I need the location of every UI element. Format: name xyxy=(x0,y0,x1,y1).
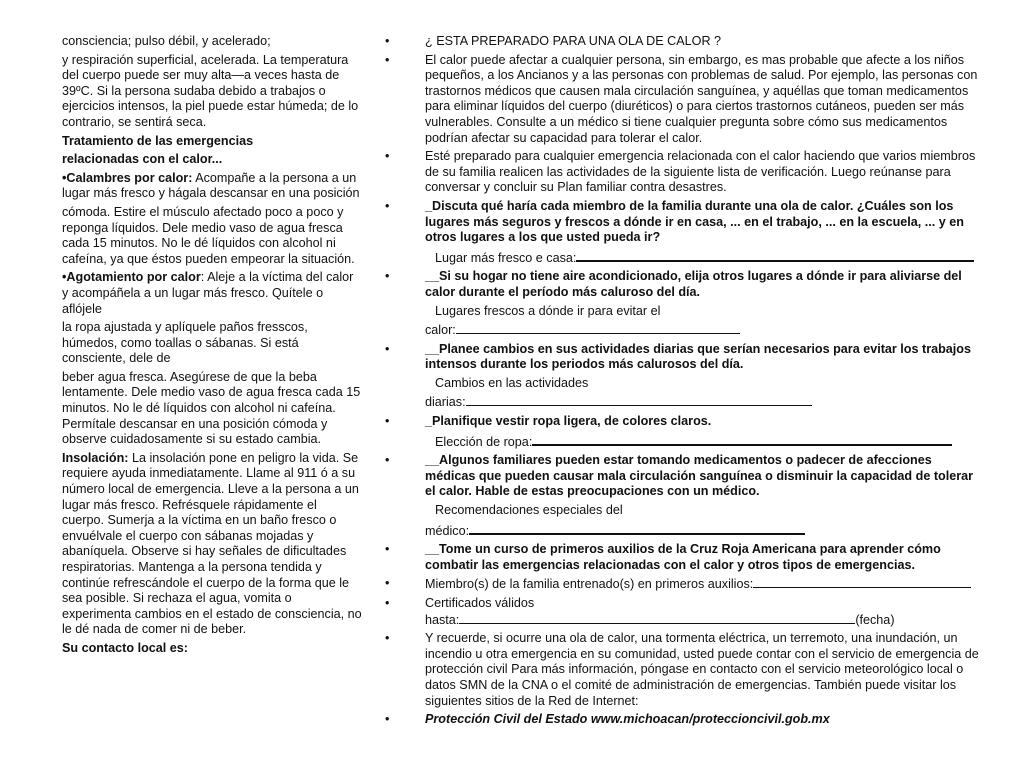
bullet: • xyxy=(385,52,390,67)
bullet: • xyxy=(385,576,390,591)
blank-line[interactable] xyxy=(469,522,805,535)
field-doctor-recommendations-line xyxy=(385,522,985,540)
list-item xyxy=(385,149,985,196)
paragraph-symptoms-start: consciencia; pulso débil, y acelerado; xyxy=(62,34,271,48)
item-light-clothing: _Planifique vestir ropa ligera, de colores claros. xyxy=(425,414,712,429)
field-label: Recomendaciones especiales del xyxy=(435,503,623,518)
blank-line[interactable] xyxy=(576,249,974,262)
field-cool-places xyxy=(385,304,985,320)
cramps-label: •Calambres por calor: xyxy=(62,170,193,185)
paragraph-exhaustion-cont: la ropa ajustada y aplíquele paños fresscos, húmedos, como toallas o sábanas. Si está consciente, dele de xyxy=(62,320,308,366)
list-item xyxy=(385,414,985,430)
field-label: Cambios en las actividades xyxy=(435,375,589,390)
list-item xyxy=(385,34,985,50)
field-label: Lugar más fresco e casa: xyxy=(435,250,577,265)
bullet: • xyxy=(385,341,390,356)
bullet: • xyxy=(385,712,390,727)
item-civil-protection-link[interactable]: Protección Civil del Estado www.michoacan/proteccioncivil.gob.mx xyxy=(425,712,830,727)
item-no-ac: __Si su hogar no tiene aire acondicionado, elija otros lugares a dónde ir para aliviarse del calor durante el período más caluroso del día. xyxy=(425,269,962,299)
item-trained-members: Miembro(s) de la familia entrenado(s) en primeros auxilios: xyxy=(425,577,754,592)
item-plan-changes: __Planee cambios en sus actividades diarias que serían necesarios para evitar los trabajos intensos durante los periodos más calurosos del día. xyxy=(425,341,971,372)
bullet: • xyxy=(385,269,390,284)
bullet: • xyxy=(385,453,390,468)
bullet: • xyxy=(385,596,390,610)
cramps-text: Acompañe a la persona a un lugar más fresco y hágala descansar en una posición xyxy=(62,170,360,201)
list-item xyxy=(385,453,985,500)
list-item xyxy=(385,53,985,147)
field-label: calor: xyxy=(425,323,456,338)
exhaustion-label: •Agotamiento por calor xyxy=(62,270,201,285)
field-label: médico: xyxy=(425,523,470,538)
field-clothing xyxy=(385,433,985,451)
list-item xyxy=(385,631,985,709)
paragraph-cramps xyxy=(62,171,362,202)
blank-line[interactable] xyxy=(466,394,812,406)
item-first-aid-course: __Tome un curso de primeros auxilios de la Cruz Roja Americana para aprender cómo combatir las emergencias relacionadas con el calor y otros tipos de emergencias. xyxy=(425,542,941,572)
list-item xyxy=(385,576,985,593)
heatstroke-text: La insolación pone en peligro la vida. Se requiere ayuda inmediatamente. Llame al 911 ó a su número local de emergencia. Lleve a la persona a un lugar más fresco. Refrésquele rápidamente el cuerpo. Sumerja a la víctima en un baño fresco o envuélvale el cuerpo con sábanas mojadas y abaníquela. Observe si hay señales de dificultades respiratorias. Mantenga a la persona tendida y continúe refrescándole el cuerpo de la forma que le sea posible. Si rechaza el agua, vomita o experimenta cambios en el estado de consciencia, no le dé nada de comer ni de beber. xyxy=(62,450,362,637)
bullet: • xyxy=(385,542,390,557)
bullet: • xyxy=(385,631,390,646)
paragraph-exhaustion xyxy=(62,270,362,317)
field-label: Lugares frescos a dónde ir para evitar el xyxy=(435,303,661,318)
item-vulnerable-people: El calor puede afectar a cualquier persona, sin embargo, es mas probable que afecte a los niños pequeños, a los Ancianos y a las personas con problemas de salud. Por ejemplo, las personas con trastornos médicos que causen mala circulación sanguínea, y aquéllas que toman medicamentos para eliminar líquidos del cuerpo (diuréticos) o para ciertos trastornos cutáneos, pueden ser más vulnerables. Consulte a un médico si tiene cualquier pregunta sobre cómo sus medicamentos podrían afectar su capacidad para tolerar el calor. xyxy=(425,52,978,145)
blank-line[interactable] xyxy=(459,612,855,624)
blank-line[interactable] xyxy=(532,433,952,446)
bullet: • xyxy=(385,414,390,429)
right-column xyxy=(385,34,985,731)
item-certificates: Certificados válidos xyxy=(425,596,535,610)
heatstroke-label: Insolación: xyxy=(62,450,129,465)
date-label: (fecha) xyxy=(855,612,895,627)
item-certificates-line xyxy=(425,612,985,629)
paragraph-exhaustion-cont2: beber agua fresca. Asegúrese de que la beba lentamente. Dele medio vaso de agua fresca cada 15 minutos. No le dé líquidos con alcohol ni cafeína. Permítale descansar en una posición cómoda y observe cuidadosamente si su estado cambia. xyxy=(62,369,361,447)
exhaustion-text: : Aleje a la víctima del calor y acompáñela a un lugar más fresco. Quítele o aflójele xyxy=(62,270,354,316)
left-column xyxy=(62,34,362,660)
item-be-prepared: Esté preparado para cualquier emergencia relacionada con el calor haciendo que varios miembros de su familia realicen las actividades de la siguiente lista de verificación. Luego reúnanse para conversar y concluir su Plan familiar contra desastres. xyxy=(425,149,976,195)
field-cool-places-line xyxy=(385,322,985,339)
list-item xyxy=(385,342,985,373)
paragraph-heatstroke xyxy=(62,451,362,638)
list-item xyxy=(385,199,985,246)
list-item xyxy=(385,542,985,573)
list-item xyxy=(385,596,985,628)
field-label: diarias: xyxy=(425,395,466,410)
item-discuss: _Discuta qué haría cada miembro de la familia durante una ola de calor. ¿Cuáles son los lugares más seguros y frescos a dónde ir en casa, ... en el trabajo, ... en la escuela, ... y en otros lugares a los que usted pueda ir? xyxy=(425,198,964,245)
paragraph-cramps-cont: cómoda. Estire el músculo afectado poco a poco y reponga líquidos. Dele medio vaso de agua fresca cada 15 minutos. No le dé líquidos con alcohol ni cafeína, ya que éstos pueden empeorar la situación. xyxy=(62,204,355,266)
list-item xyxy=(385,269,985,300)
field-activity-changes xyxy=(385,376,985,392)
bullet: • xyxy=(385,34,390,48)
bullet: • xyxy=(385,149,390,164)
list-item xyxy=(385,712,985,728)
heading-treatment-line2: relacionadas con el calor... xyxy=(62,152,223,167)
item-remember: Y recuerde, si ocurre una ola de calor, una tormenta eléctrica, un terremoto, una inundación, un incendio u otra emergencia en su comunidad, usted puede contar con el servicio de emergencia de protección civil Para más información, póngase en contacto con el servicio meteorológico local o datos SMN de la CNA o el comité de administración de emergencias. También puede visitar los siguientes sitios de la Red de Internet: xyxy=(425,631,979,708)
heading-treatment-line1: Tratamiento de las emergencias xyxy=(62,133,254,148)
local-contact-label: Su contacto local es: xyxy=(62,640,188,655)
field-activity-changes-line xyxy=(385,394,985,411)
field-cool-place-home xyxy=(385,249,985,267)
bullet: • xyxy=(385,198,390,213)
field-label: Elección de ropa: xyxy=(435,434,533,449)
item-medications: __Algunos familiares pueden estar tomando medicamentos o padecer de afecciones médicas que pueden causar mala circulación sanguínea o disminuir la capacidad de tolerar el calor. Hable de estas preocupaciones con un médico. xyxy=(425,453,974,499)
blank-line[interactable] xyxy=(456,322,740,334)
field-doctor-recommendations xyxy=(385,503,985,519)
blank-line[interactable] xyxy=(753,576,971,588)
item-question-heading: ¿ ESTA PREPARADO PARA UNA OLA DE CALOR ? xyxy=(425,34,722,48)
paragraph-symptoms: y respiración superficial, acelerada. La temperatura del cuerpo puede ser muy alta—a veces hasta de 39ºC. Si la persona sudaba debido a trabajos o ejercicios intensos, la piel puede estar húmeda; de lo contrario, se sentirá seca. xyxy=(62,52,359,129)
field-label: hasta: xyxy=(425,612,460,627)
